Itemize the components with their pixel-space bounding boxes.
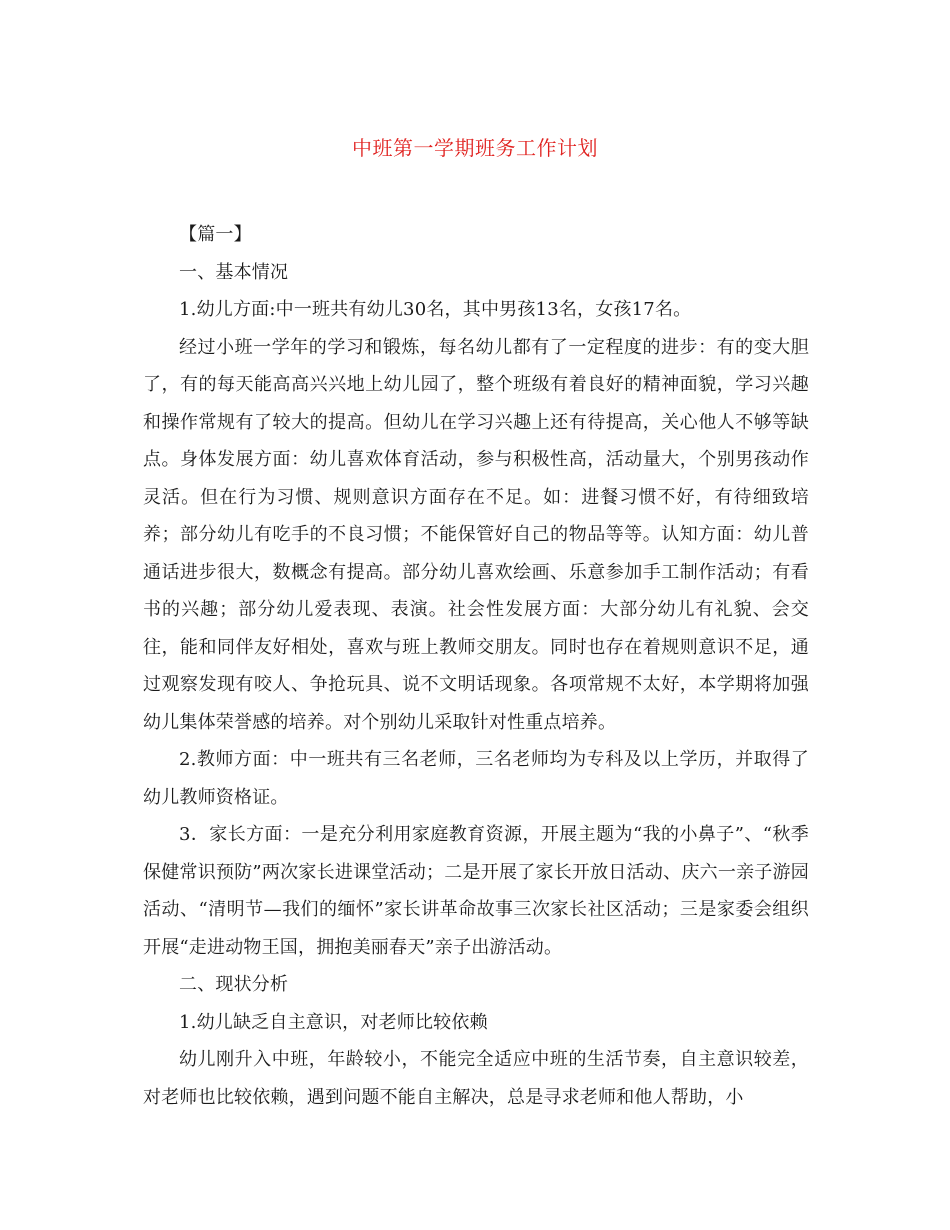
paragraph: 3．家长方面：一是充分利用家庭教育资源，开展主题为“我的小鼻子”、“秋季保健常识预防”两次家长进课堂活动；二是开展了家长开放日活动、庆六一亲子游园活动、“清明节—我们的缅怀”家长讲革命故事三次家长社区活动；三是家委会组织开展“走进动物王国，拥抱美丽春天”亲子出游活动。	[143, 824, 809, 958]
paragraph: 2.教师方面：中一班共有三名老师，三名老师均为专科及以上学历，并取得了幼儿教师资格证。	[143, 749, 809, 808]
section-heading: 二、现状分析	[179, 974, 289, 995]
subsection-heading: 1.幼儿缺乏自主意识，对老师比较依赖	[179, 1011, 488, 1033]
section-label: 【篇一】	[179, 224, 252, 245]
paragraph: 经过小班一学年的学习和锻炼，每名幼儿都有了一定程度的进步：有的变大胆了，有的每天能高高兴兴地上幼儿园了，整个班级有着良好的精神面貌，学习兴趣和操作常规有了较大的提高。但幼儿在学习兴趣上还有待提高，关心他人不够等缺点。身体发展方面：幼儿喜欢体育活动，参与积极性高，活动量大，个别男孩动作灵活。但在行为习惯、规则意识方面存在不足。如：进餐习惯不好，有待细致培养；部分幼儿有吃手的不良习惯；不能保管好自己的物品等等。认知方面：幼儿普通话进步很大，数概念有提高。部分幼儿喜欢绘画、乐意参加手工制作活动；有看书的兴趣；部分幼儿爱表现、表演。社会性发展方面：大部分幼儿有礼貌、会交往，能和同伴友好相处，喜欢与班上教师交朋友。同时也存在着规则意识不足，通过观察发现有咬人、争抢玩具、说不文明话现象。各项常规不太好，本学期将加强幼儿集体荣誉感的培养。对个别幼儿采取针对性重点培养。	[143, 336, 809, 733]
paragraph: 幼儿刚升入中班，年龄较小，不能完全适应中班的生活节奏，自主意识较差，对老师也比较依赖，遇到问题不能自主解决，总是寻求老师和他人帮助，小	[143, 1049, 809, 1108]
paragraph: 1.幼儿方面:中一班共有幼儿30名，其中男孩13名，女孩17名。	[179, 299, 692, 320]
section-heading: 一、基本情况	[179, 261, 289, 283]
document-body	[143, 216, 809, 1116]
document-title: 中班第一学期班务工作计划	[352, 136, 598, 160]
